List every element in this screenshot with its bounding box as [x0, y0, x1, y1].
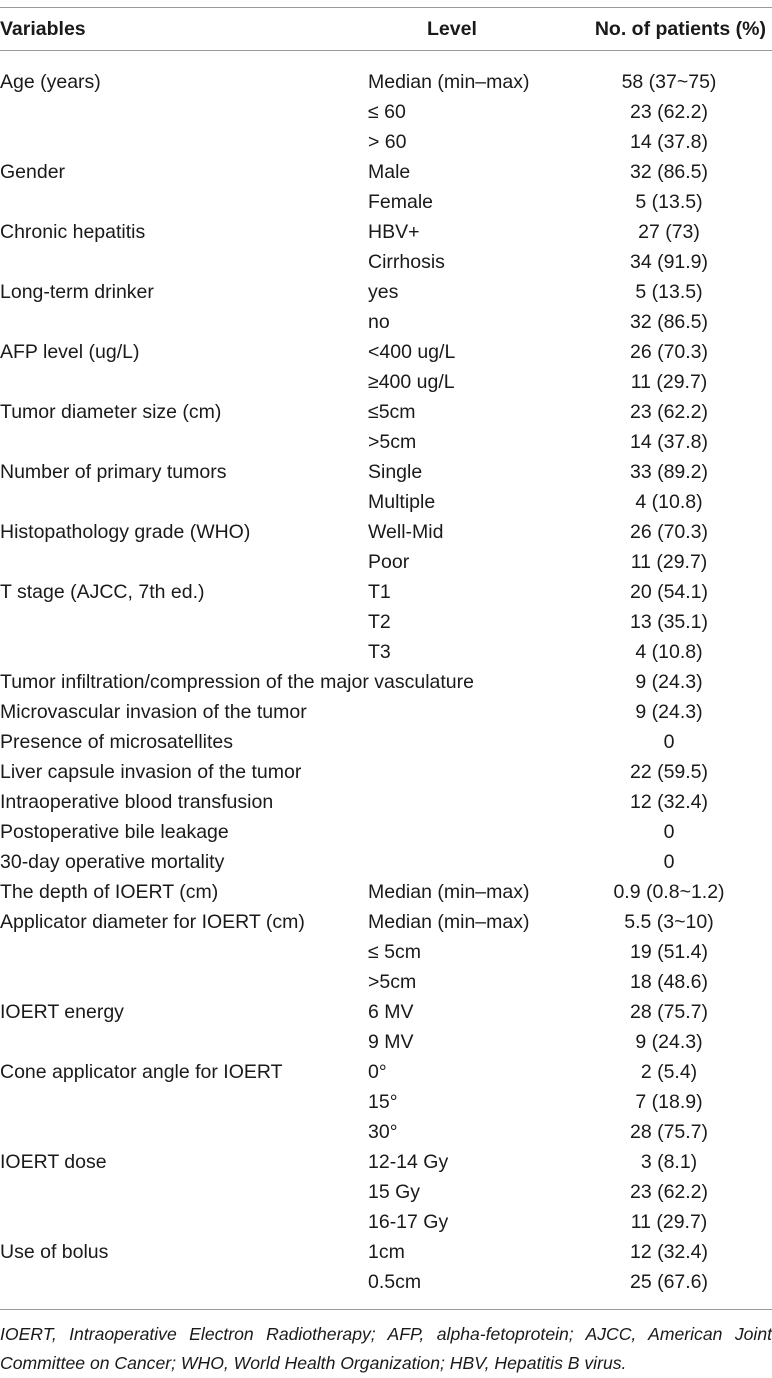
table-row: [0, 457, 772, 487]
table-row: [0, 817, 772, 847]
cell-level: 9 MV: [368, 1031, 414, 1053]
cell-value: 11 (29.7): [630, 551, 708, 573]
cell-value: 14 (37.8): [629, 431, 709, 453]
table-row: [0, 697, 772, 727]
cell-variable: Age (years): [0, 71, 101, 93]
cell-value: 14 (37.8): [629, 131, 709, 153]
cell-level: ≤ 5cm: [368, 941, 421, 963]
cell-level: 1cm: [368, 1241, 405, 1263]
table-row: [0, 427, 772, 457]
cell-variable: Applicator diameter for IOERT (cm): [0, 911, 305, 933]
cell-level: Median (min–max): [368, 911, 530, 933]
cell-value: 13 (35.1): [629, 611, 709, 633]
cell-level: Median (min–max): [368, 881, 530, 903]
cell-level: 12-14 Gy: [368, 1151, 449, 1173]
cell-value: 32 (86.5): [629, 311, 709, 333]
cell-variable: Liver capsule invasion of the tumor: [0, 761, 302, 783]
cell-value: 5 (13.5): [635, 281, 703, 303]
table-row: [0, 367, 772, 397]
cell-value: 18 (48.6): [629, 971, 709, 993]
table-row: [0, 1267, 772, 1297]
cell-value: 11 (29.7): [630, 371, 708, 393]
table-row: [0, 1027, 772, 1057]
cell-variable: AFP level (ug/L): [0, 341, 140, 363]
table-row: [0, 67, 772, 97]
cell-value: 33 (89.2): [629, 461, 709, 483]
cell-variable: T stage (AJCC, 7th ed.): [0, 581, 205, 603]
table-row: [0, 1087, 772, 1117]
cell-value: 34 (91.9): [629, 251, 709, 273]
cell-value: 9 (24.3): [635, 671, 703, 693]
cell-value: 5.5 (3~10): [624, 911, 714, 933]
cell-level: 30°: [368, 1121, 398, 1143]
cell-value: 9 (24.3): [635, 701, 703, 723]
cell-level: 16-17 Gy: [368, 1211, 449, 1233]
cell-value: 25 (67.6): [629, 1271, 709, 1293]
cell-variable: Gender: [0, 161, 66, 183]
cell-level: Poor: [368, 551, 410, 573]
cell-level: 6 MV: [368, 1001, 414, 1023]
table-row: [0, 517, 772, 547]
table-row: [0, 187, 772, 217]
cell-value: 20 (54.1): [629, 581, 709, 603]
cell-value: 27 (73): [638, 221, 700, 243]
cell-value: 22 (59.5): [629, 761, 709, 783]
cell-level: Female: [368, 191, 434, 213]
cell-variable: Number of primary tumors: [0, 461, 227, 483]
cell-level: HBV+: [368, 221, 420, 243]
cell-value: 23 (62.2): [629, 401, 709, 423]
cell-variable: Long-term drinker: [0, 281, 154, 303]
cell-level: no: [368, 311, 390, 333]
cell-variable: IOERT energy: [0, 1001, 124, 1023]
table-row: [0, 907, 772, 937]
cell-level: 15 Gy: [368, 1181, 421, 1203]
cell-value: 23 (62.2): [629, 1181, 709, 1203]
cell-value: 12 (32.4): [629, 791, 709, 813]
cell-value: 12 (32.4): [629, 1241, 709, 1263]
cell-level: ≤ 60: [368, 101, 406, 123]
table-row: [0, 667, 772, 697]
cell-value: 23 (62.2): [629, 101, 709, 123]
cell-level: Cirrhosis: [368, 251, 445, 273]
cell-level: ≤5cm: [368, 401, 416, 423]
header-level: Level: [427, 18, 477, 40]
cell-variable: Postoperative bile leakage: [0, 821, 229, 843]
table-row: [0, 127, 772, 157]
cell-level: T2: [368, 611, 391, 633]
table-row: [0, 1237, 772, 1267]
cell-value: 7 (18.9): [635, 1091, 703, 1113]
table-row: [0, 1117, 772, 1147]
table-body: [0, 67, 772, 1297]
cell-value: 11 (29.7): [630, 1211, 708, 1233]
cell-variable: Use of bolus: [0, 1241, 109, 1263]
table-row: [0, 307, 772, 337]
cell-value: 26 (70.3): [629, 521, 709, 543]
cell-level: >5cm: [368, 431, 417, 453]
table-footnote: IOERT, Intraoperative Electron Radiotherapy; AFP, alpha-fetoprotein; AJCC, American Joint Committee on Cancer; WHO, World Health Organization; HBV, Hepatitis B virus.: [0, 1324, 772, 1373]
cell-level: <400 ug/L: [368, 341, 456, 363]
cell-variable: Chronic hepatitis: [0, 221, 146, 243]
cell-level: Median (min–max): [368, 71, 530, 93]
cell-variable: Tumor infiltration/compression of the major vasculature: [0, 671, 474, 693]
cell-level: T3: [368, 641, 391, 663]
cell-variable: IOERT dose: [0, 1151, 107, 1173]
table-row: [0, 577, 772, 607]
cell-value: 58 (37~75): [621, 71, 717, 93]
table-row: [0, 487, 772, 517]
cell-value: 4 (10.8): [635, 491, 703, 513]
cell-variable: 30-day operative mortality: [0, 851, 225, 873]
cell-value: 9 (24.3): [635, 1031, 703, 1053]
cell-level: > 60: [368, 131, 407, 153]
table-row: [0, 757, 772, 787]
table-row: [0, 547, 772, 577]
cell-value: 0: [663, 731, 675, 753]
table-row: [0, 727, 772, 757]
cell-variable: Intraoperative blood transfusion: [0, 791, 274, 813]
table-row: [0, 1207, 772, 1237]
cell-value: 28 (75.7): [629, 1121, 709, 1143]
table-row: [0, 157, 772, 187]
cell-value: 0: [663, 821, 675, 843]
cell-level: ≥400 ug/L: [368, 371, 455, 393]
table-row: [0, 247, 772, 277]
cell-value: 19 (51.4): [629, 941, 709, 963]
table-row: [0, 1177, 772, 1207]
table-row: [0, 277, 772, 307]
cell-value: 28 (75.7): [629, 1001, 709, 1023]
cell-value: 26 (70.3): [629, 341, 709, 363]
cell-variable: Histopathology grade (WHO): [0, 521, 251, 543]
table-row: [0, 637, 772, 667]
cell-value: 0: [663, 851, 675, 873]
table-row: [0, 877, 772, 907]
cell-variable: The depth of IOERT (cm): [0, 881, 219, 903]
table-row: [0, 97, 772, 127]
table-row: [0, 967, 772, 997]
cell-level: Multiple: [368, 491, 436, 513]
header-variables: Variables: [0, 18, 86, 40]
table-row: [0, 1147, 772, 1177]
cell-level: Single: [368, 461, 423, 483]
cell-level: Well-Mid: [368, 521, 444, 543]
cell-variable: Microvascular invasion of the tumor: [0, 701, 307, 723]
cell-value: 5 (13.5): [635, 191, 703, 213]
table-row: [0, 337, 772, 367]
cell-value: 4 (10.8): [635, 641, 703, 663]
table-row: [0, 847, 772, 877]
cell-level: Male: [368, 161, 411, 183]
cell-level: 0°: [368, 1061, 387, 1083]
cell-variable: Tumor diameter size (cm): [0, 401, 222, 423]
table-row: [0, 787, 772, 817]
cell-level: 0.5cm: [368, 1271, 422, 1293]
cell-level: T1: [368, 581, 391, 603]
table-row: [0, 397, 772, 427]
bottom-rule: [0, 1309, 772, 1310]
cell-level: yes: [368, 281, 399, 303]
cell-value: 2 (5.4): [640, 1061, 698, 1083]
cell-value: 32 (86.5): [629, 161, 709, 183]
table-row: [0, 217, 772, 247]
cell-variable: Cone applicator angle for IOERT: [0, 1061, 283, 1083]
table-row: [0, 607, 772, 637]
cell-value: 3 (8.1): [640, 1151, 698, 1173]
table-row: [0, 997, 772, 1027]
cell-level: >5cm: [368, 971, 417, 993]
table-row: [0, 1057, 772, 1087]
cell-variable: Presence of microsatellites: [0, 731, 234, 753]
header-rule: [0, 50, 772, 51]
cell-value: 0.9 (0.8~1.2): [613, 881, 725, 903]
table-row: [0, 937, 772, 967]
header-patients: No. of patients (%): [594, 18, 766, 40]
cell-level: 15°: [368, 1091, 398, 1113]
